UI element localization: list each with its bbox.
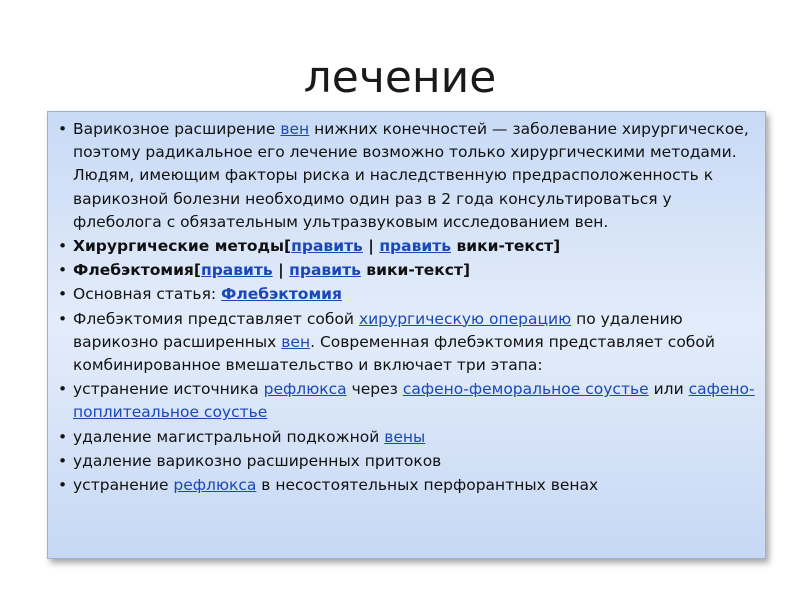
- link-surgical-operation[interactable]: хирургическую операцию: [358, 309, 572, 328]
- list-item: [58, 308, 757, 378]
- bracket-close: ]: [462, 261, 471, 280]
- heading-text: Хирургические методы: [73, 237, 285, 256]
- section-heading-surgical-methods: [73, 237, 560, 255]
- item-text: Варикозное расширение: [73, 120, 281, 138]
- item-text: . Современная флебэктомия представляет собой комбинированное вмешательство и включает три этапа:: [73, 332, 715, 375]
- item-text: удаление магистральной подкожной: [73, 427, 385, 446]
- wiki-text-label: вики-текст: [360, 261, 463, 280]
- link-veins[interactable]: вен: [280, 120, 310, 138]
- bullet-dot-icon: •: [58, 380, 68, 399]
- bullet-dot-icon: •: [58, 476, 68, 495]
- link-phlebectomy-article[interactable]: Флебэктомия: [221, 285, 342, 304]
- edit-source-link[interactable]: править: [379, 237, 452, 256]
- item-text: удаление варикозно расширенных притоков: [73, 451, 442, 470]
- list-item: [58, 450, 757, 473]
- bullet-list: [58, 118, 757, 497]
- list-item: [58, 118, 757, 234]
- bullet-dot-icon: •: [58, 451, 68, 470]
- link-saphenofemoral-junction[interactable]: сафено-феморальное соустье: [402, 380, 649, 399]
- link-vein[interactable]: вены: [384, 427, 426, 446]
- separator: |: [272, 261, 290, 280]
- edit-source-link[interactable]: править: [289, 261, 361, 280]
- item-text: Флебэктомия представляет собой: [73, 309, 359, 328]
- item-text: через: [346, 380, 403, 399]
- list-item: [58, 259, 757, 282]
- separator: |: [362, 237, 380, 256]
- bullet-dot-icon: •: [58, 285, 68, 304]
- bullet-dot-icon: •: [58, 120, 68, 138]
- heading-text: Флебэктомия: [73, 261, 194, 280]
- bullet-dot-icon: •: [58, 427, 68, 446]
- edit-link[interactable]: править: [200, 261, 273, 280]
- list-item: [58, 474, 757, 497]
- bracket-close: ]: [553, 237, 561, 256]
- item-text: устранение: [73, 476, 174, 495]
- bullet-dot-icon: •: [58, 237, 68, 256]
- bracket-open: [: [284, 237, 292, 256]
- slide-title: лечение: [303, 52, 497, 103]
- item-text: Основная статья:: [73, 285, 222, 304]
- link-saphenopopliteal-junction[interactable]: сафено-поплитеальное соустье: [73, 380, 755, 422]
- link-veins[interactable]: вен: [281, 332, 311, 351]
- list-item: [58, 283, 757, 306]
- list-item: [58, 378, 757, 424]
- content-box: [47, 111, 766, 559]
- bullet-dot-icon: •: [58, 261, 68, 280]
- link-reflux[interactable]: рефлюкса: [263, 380, 347, 399]
- list-item: [58, 235, 757, 258]
- item-text: нижних конечностей — заболевание хирургическое, поэтому радикальное его лечение возможно только хирургическими методами. Людям, имеющим факторы риска и наследственную предрасположенность к варикозной болезни необходимо один раз в 2 года консультироваться у флеболога с обязательным ультразвуковым исследованием вен.: [73, 120, 749, 231]
- list-item: [58, 426, 757, 449]
- link-reflux[interactable]: рефлюкса: [173, 476, 257, 495]
- section-heading-phlebectomy: [73, 261, 470, 279]
- wiki-text-label: вики-текст: [451, 237, 554, 256]
- item-text: устранение источника: [73, 380, 264, 399]
- item-text: по удалению варикозно расширенных: [73, 309, 683, 351]
- item-text: или: [648, 380, 689, 399]
- item-text: в несостоятельных перфорантных венах: [256, 476, 599, 495]
- bracket-open: [: [193, 261, 201, 280]
- bullet-dot-icon: •: [58, 309, 68, 328]
- edit-link[interactable]: править: [291, 237, 363, 256]
